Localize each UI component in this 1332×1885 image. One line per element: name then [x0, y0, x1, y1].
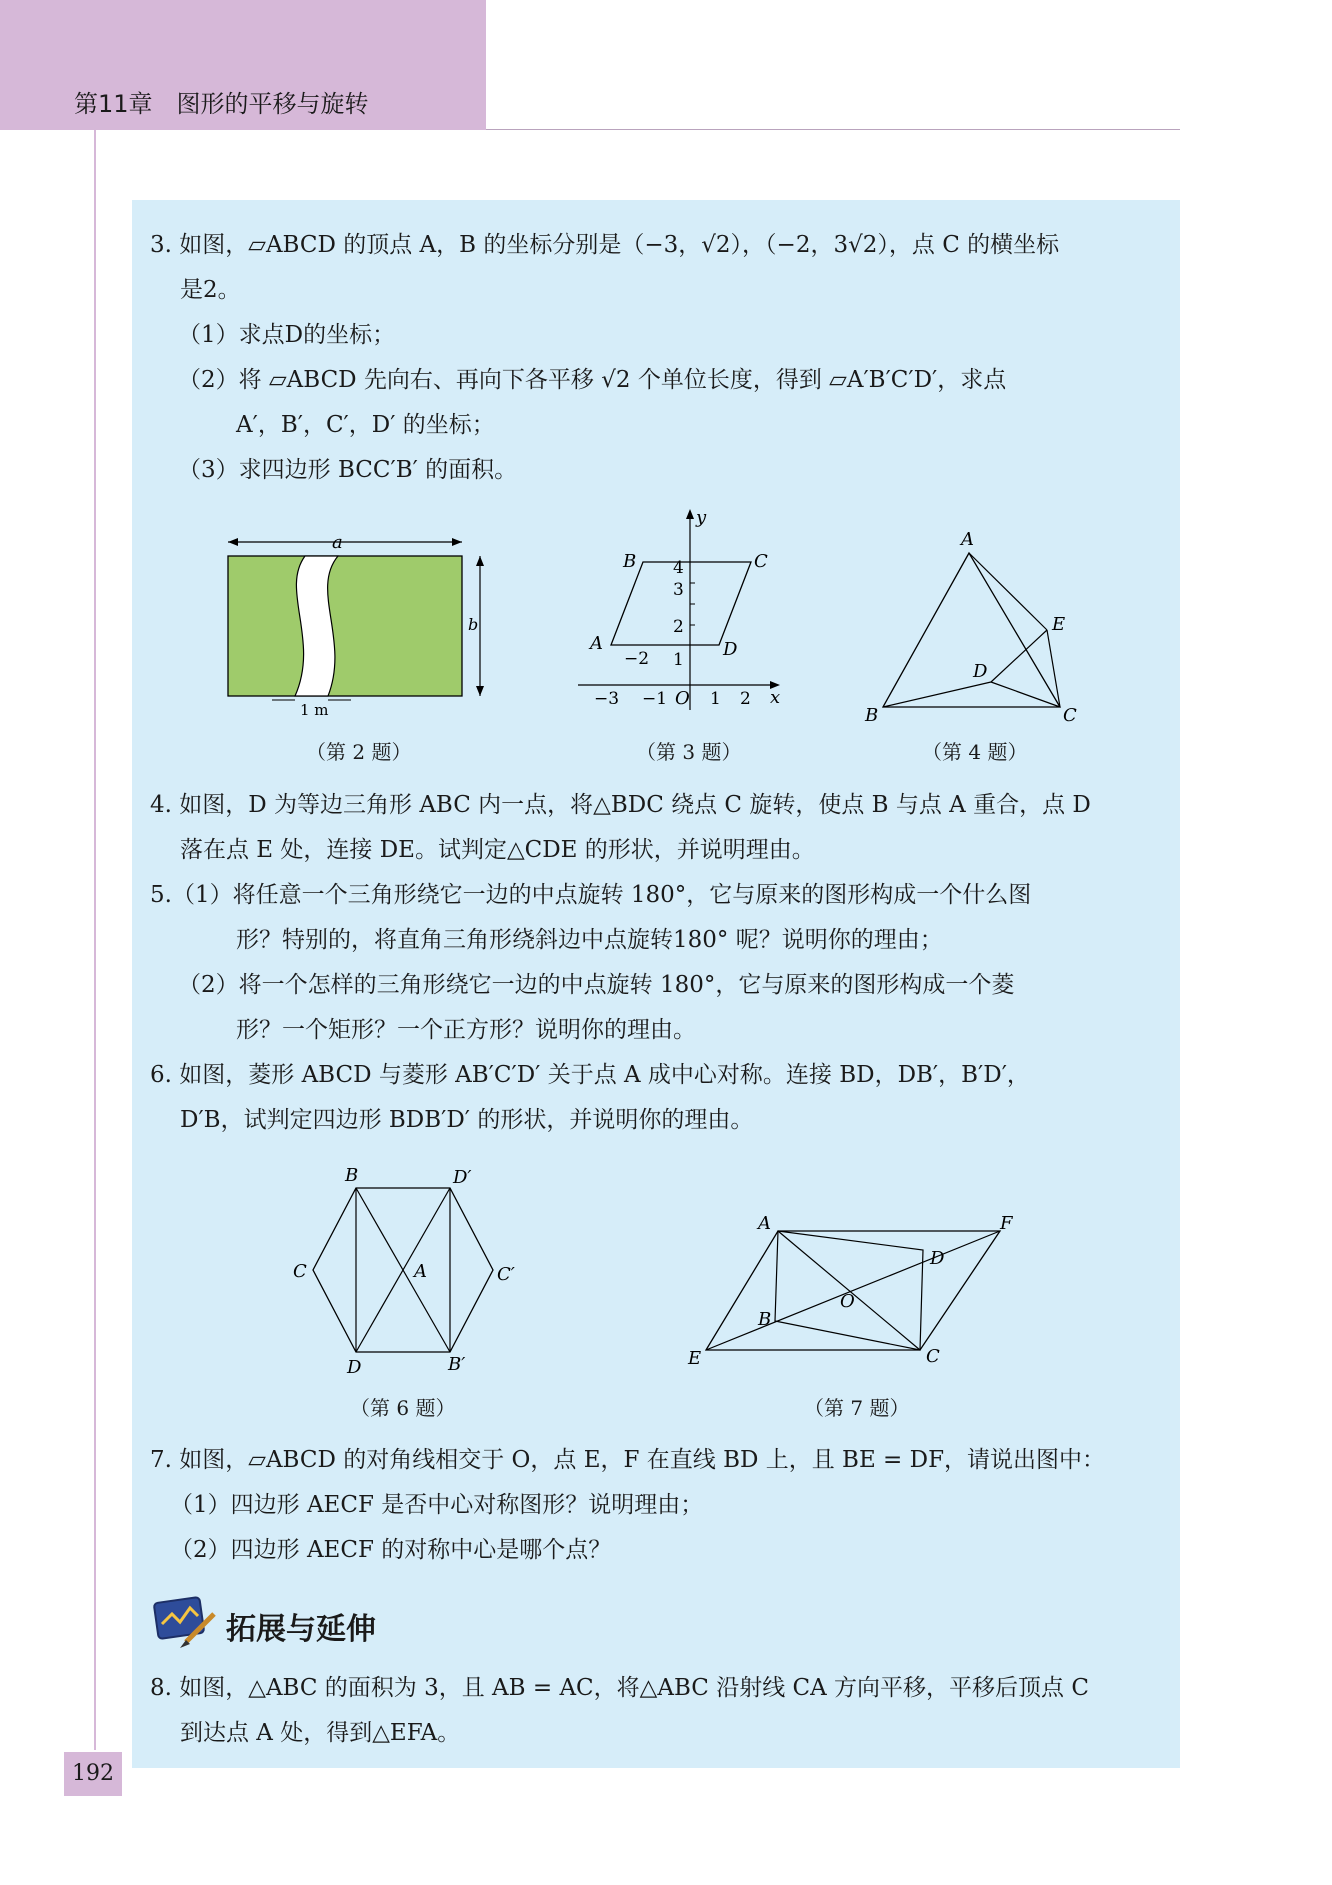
fig3-tick-2: 2 [673, 617, 684, 637]
p3-line2: 是2。 [180, 277, 241, 303]
figure-3 [570, 505, 790, 720]
p5-q1a: 5.（1）将任意一个三角形绕它一边的中点旋转 180°，它与原来的图形构成一个什么图 [150, 882, 1032, 908]
fig6-label-a: A [414, 1261, 427, 1282]
fig3-tick-3: 3 [673, 580, 684, 600]
p3-q2a: （2）将 ▱ABCD 先向右、再向下各平移 √2 个单位长度，得到 ▱A′B′C′D′，求点 [178, 367, 1007, 393]
p3-q1: （1）求点D的坐标； [178, 322, 396, 348]
extension-icon [150, 1592, 220, 1648]
margin-line [94, 130, 96, 1750]
fig3-tick-m3: −3 [594, 689, 620, 709]
chapter-number: 第11章 [74, 90, 153, 118]
fig2-label-b: b [468, 615, 479, 634]
fig3-tick-x1: 1 [710, 689, 721, 709]
extension-title: 拓展与延伸 [226, 1612, 376, 1647]
fig2-label-a: a [332, 532, 343, 553]
fig4-label-e: E [1052, 614, 1066, 635]
chapter-title [74, 84, 393, 119]
fig7-label-d: D [930, 1248, 945, 1269]
p8-line2: 到达点 A 处，得到△EFA。 [180, 1720, 461, 1746]
fig3-tick-m2: −2 [624, 649, 650, 669]
fig3-label-a: A [590, 633, 603, 654]
fig7-label-e: E [688, 1348, 702, 1369]
fig7-label-o: O [840, 1291, 855, 1312]
figure-4 [855, 525, 1085, 725]
p6-line1: 6. 如图，菱形 ABCD 与菱形 AB′C′D′ 关于点 A 成中心对称。连接 BD，DB′，B′D′， [150, 1062, 1030, 1088]
fig3-caption: （第 3 题） [636, 740, 742, 764]
p7-line1: 7. 如图，▱ABCD 的对角线相交于 O，点 E，F 在直线 BD 上，且 BE = DF，请说出图中： [150, 1447, 1106, 1473]
p3-q3: （3）求四边形 BCC′B′ 的面积。 [178, 457, 518, 483]
p3-q2b: A′，B′，C′，D′ 的坐标； [236, 412, 495, 438]
figure-2 [210, 530, 500, 720]
fig7-label-f: F [1000, 1213, 1013, 1234]
fig6-label-d-prime: D′ [453, 1167, 472, 1188]
fig3-label-o: O [675, 688, 690, 709]
p6-line2: D′B，试判定四边形 BDB′D′ 的形状，并说明你的理由。 [180, 1107, 754, 1133]
fig7-caption: （第 7 题） [804, 1396, 910, 1420]
fig4-label-c: C [1063, 705, 1077, 725]
fig6-label-c: C [293, 1261, 307, 1282]
fig6-label-d: D [347, 1357, 362, 1378]
p7-q1: （1）四边形 AECF 是否中心对称图形？说明理由； [170, 1492, 704, 1518]
fig7-label-b: B [758, 1309, 772, 1330]
fig6-caption: （第 6 题） [350, 1396, 456, 1420]
p4-line1: 4. 如图，D 为等边三角形 ABC 内一点，将△BDC 绕点 C 旋转，使点 B 与点 A 重合，点 D [150, 792, 1091, 818]
fig3-tick-x2: 2 [740, 689, 751, 709]
page-number: 192 [64, 1752, 122, 1796]
fig3-tick-4: 4 [673, 558, 684, 578]
p3-line1: 3. 如图，▱ABCD 的顶点 A，B 的坐标分别是（−3，√2），（−2，3√2），点 C 的横坐标 [150, 232, 1060, 258]
figure-7 [680, 1210, 1020, 1370]
fig2-caption: （第 2 题） [306, 740, 412, 764]
p5-q2b: 形？一个矩形？一个正方形？说明你的理由。 [236, 1017, 696, 1043]
fig4-triangle-abc [883, 553, 1060, 707]
fig3-label-b: B [623, 551, 637, 572]
fig4-label-b: B [865, 705, 879, 725]
fig3-tick-m1: −1 [642, 689, 668, 709]
fig4-label-d: D [973, 661, 988, 682]
chapter-name: 图形的平移与旋转 [176, 90, 369, 118]
p5-q2a: （2）将一个怎样的三角形绕它一边的中点旋转 180°，它与原来的图形构成一个菱 [178, 972, 1015, 998]
fig4-label-a: A [961, 529, 974, 550]
figure-6 [285, 1160, 535, 1380]
p5-q1b: 形？特别的，将直角三角形绕斜边中点旋转180° 呢？说明你的理由； [236, 927, 943, 953]
p7-q2: （2）四边形 AECF 的对称中心是哪个点？ [170, 1537, 612, 1563]
header-rule [486, 129, 1180, 130]
p4-line2: 落在点 E 处，连接 DE。试判定△CDE 的形状，并说明理由。 [180, 837, 815, 863]
fig4-caption: （第 4 题） [922, 740, 1028, 764]
fig3-x-label: x [770, 687, 781, 708]
fig2-field [228, 556, 462, 696]
fig3-tick-1: 1 [673, 650, 684, 670]
p8-line1: 8. 如图，△ABC 的面积为 3，且 AB = AC，将△ABC 沿射线 CA 方向平移，平移后顶点 C [150, 1675, 1089, 1701]
fig7-label-a: A [758, 1213, 771, 1234]
fig3-y-label: y [696, 507, 707, 528]
fig6-label-c-prime: C′ [497, 1264, 515, 1285]
fig2-label-width: 1 m [300, 701, 329, 719]
fig3-label-d: D [723, 639, 738, 660]
fig3-label-c: C [754, 551, 768, 572]
fig6-label-b-prime: B′ [448, 1354, 466, 1375]
fig6-label-b: B [345, 1165, 359, 1186]
fig7-label-c: C [926, 1346, 940, 1367]
